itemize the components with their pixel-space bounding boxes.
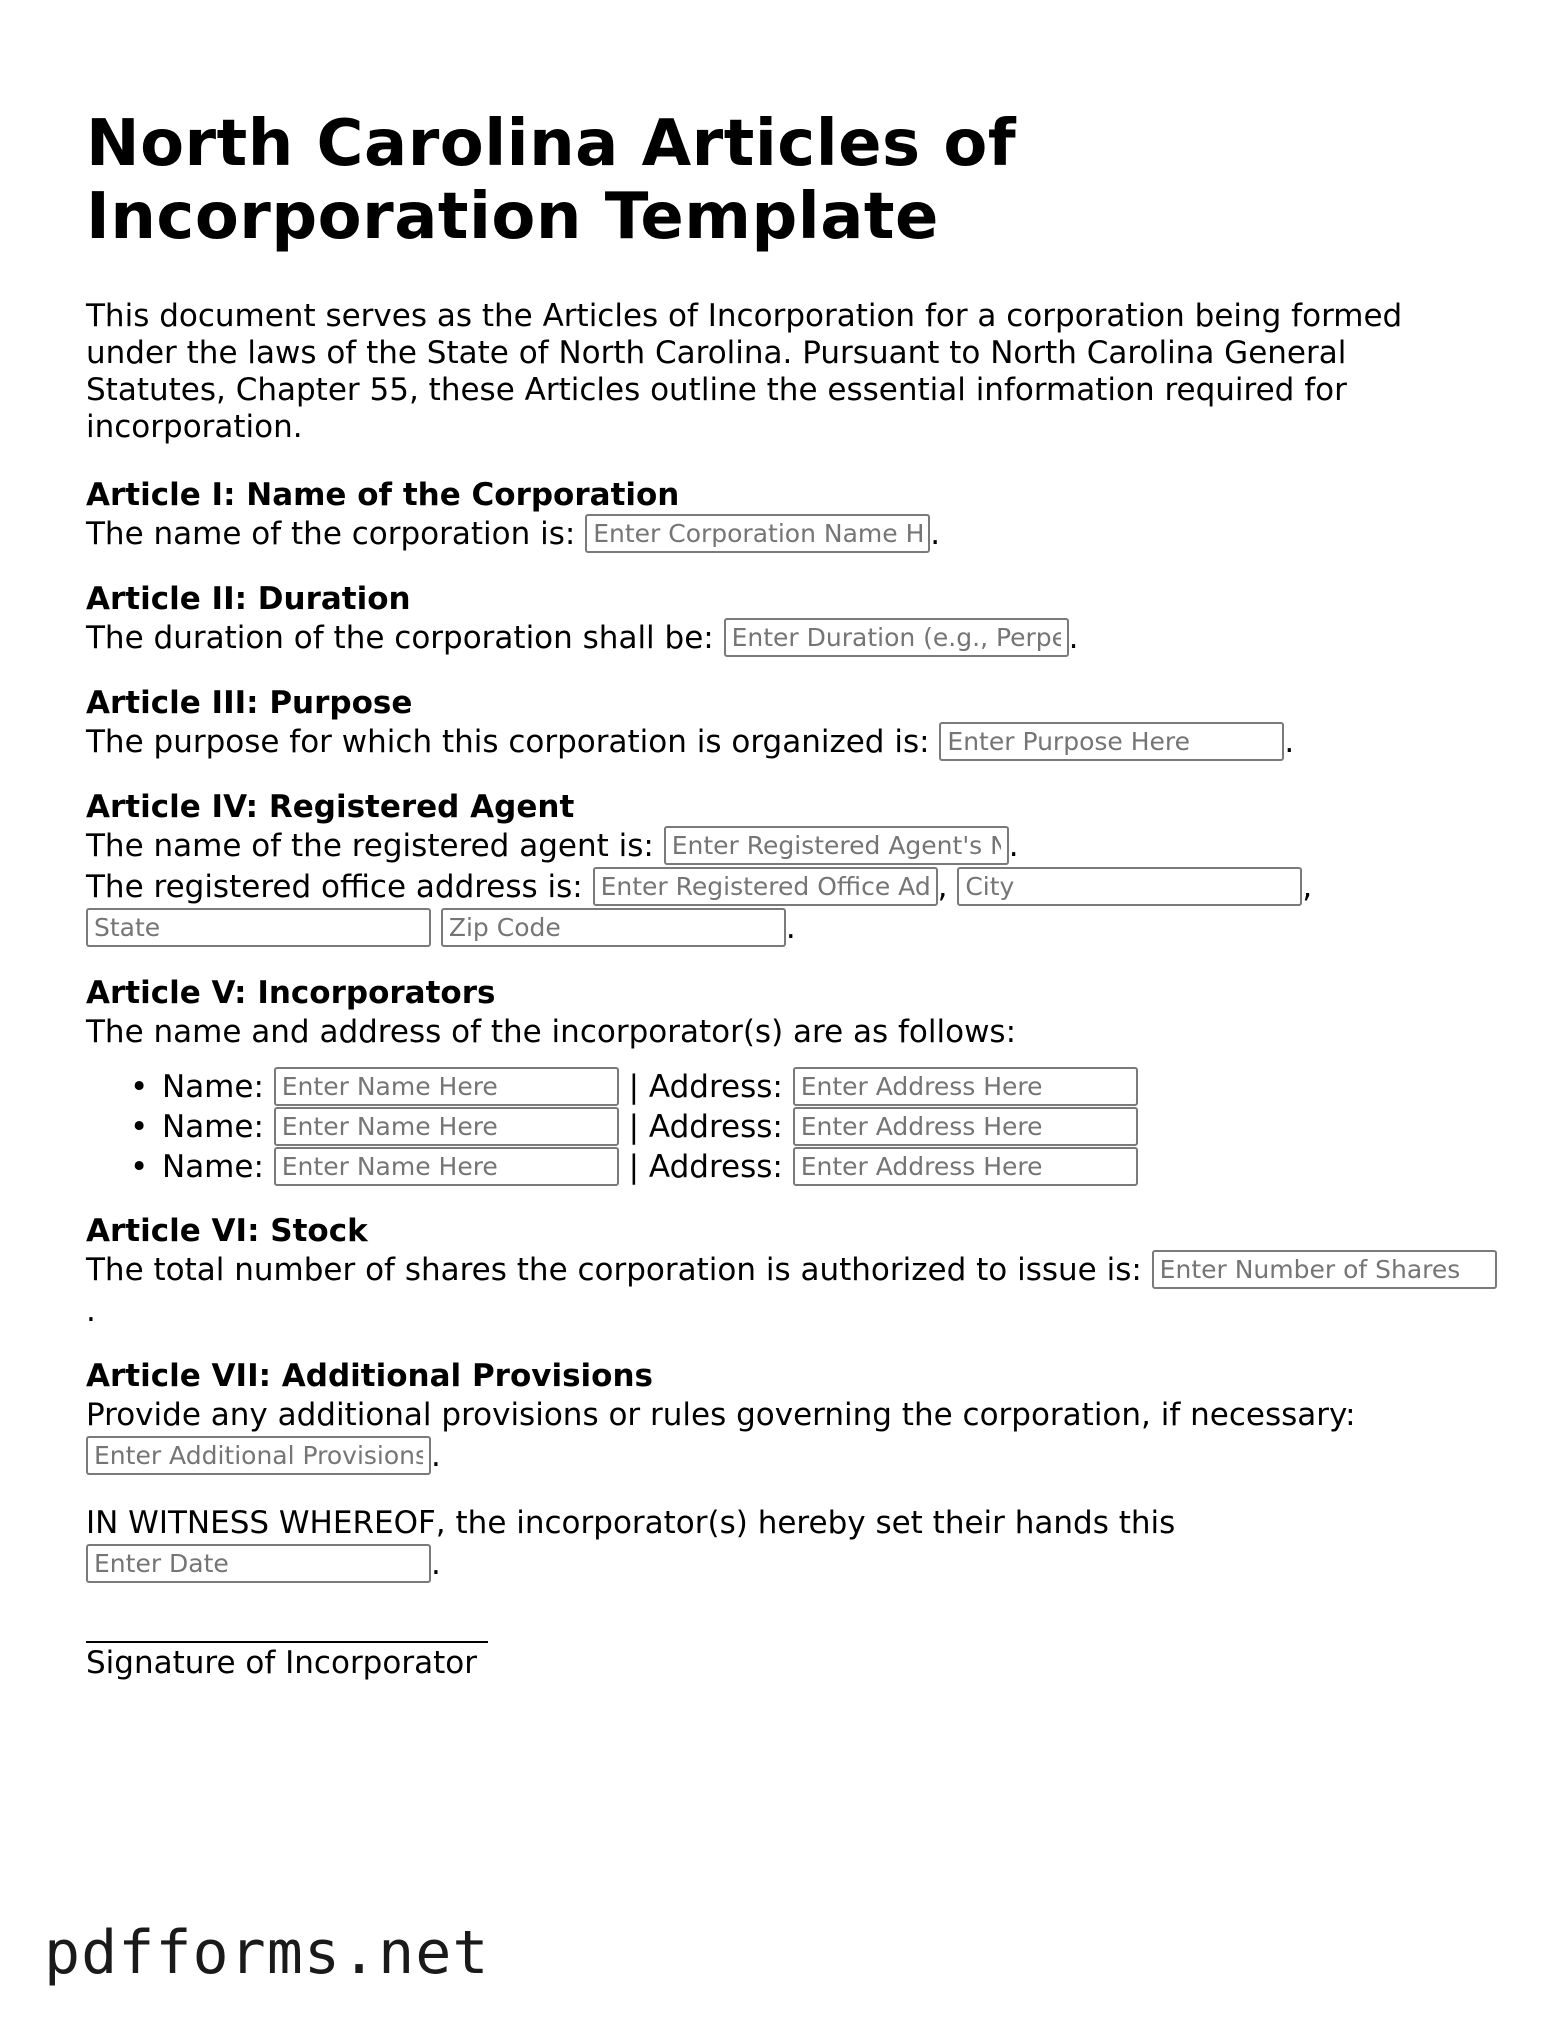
period-line: . <box>86 1293 96 1329</box>
duration-input[interactable] <box>724 618 1069 657</box>
article-1-heading: Article I: Name of the Corporation <box>86 477 680 513</box>
article-6-heading: Article VI: Stock <box>86 1213 368 1249</box>
article-2-heading: Article II: Duration <box>86 581 411 617</box>
period-text: . <box>1008 828 1019 864</box>
article-4-section <box>86 789 1486 949</box>
period-text: . <box>785 910 796 946</box>
agent-line <box>86 826 1486 867</box>
zip-code-input[interactable] <box>441 908 786 947</box>
bullet-icon: • <box>130 1109 149 1145</box>
incorporator-address-input[interactable] <box>793 1067 1138 1106</box>
list-item <box>130 1067 1486 1107</box>
article-2-text: The duration of the corporation shall be: <box>86 620 714 656</box>
agent-text: The name of the registered agent is: <box>86 828 654 864</box>
article-1-text: The name of the corporation is: <box>86 516 576 552</box>
article-6-line <box>86 1250 1486 1291</box>
intro-paragraph: This document serves as the Articles of Incorporation for a corporation being formed under the laws of the State of North Carolina. Pursuant to North Carolina General Statutes, Chapter 55, these Articles outline the essential information required for incorporation. <box>86 298 1403 445</box>
registered-agent-input[interactable] <box>664 826 1009 865</box>
article-3-text: The purpose for which this corporation is organized is: <box>86 724 930 760</box>
period-text: . <box>930 516 941 552</box>
document-page <box>86 108 1486 1684</box>
address-label: | Address: <box>628 1149 783 1185</box>
period-text: . <box>1284 724 1295 760</box>
article-1-section <box>86 477 1486 555</box>
article-7-field-line <box>86 1436 1486 1477</box>
article-5-heading: Article V: Incorporators <box>86 975 496 1011</box>
date-input[interactable] <box>86 1544 431 1583</box>
bullet-icon: • <box>130 1149 149 1185</box>
incorporator-address-input[interactable] <box>793 1107 1138 1146</box>
city-input[interactable] <box>957 867 1302 906</box>
registered-office-input[interactable] <box>593 867 938 906</box>
article-3-line <box>86 722 1486 763</box>
list-item <box>130 1107 1486 1147</box>
state-input[interactable] <box>86 908 431 947</box>
list-item <box>130 1147 1486 1187</box>
article-2-section <box>86 581 1486 659</box>
witness-field-line <box>86 1544 1486 1585</box>
article-1-line <box>86 514 1486 555</box>
comma-text: , <box>937 869 948 905</box>
corporation-name-input[interactable] <box>585 514 930 553</box>
purpose-input[interactable] <box>939 722 1284 761</box>
incorporator-address-input[interactable] <box>793 1147 1138 1186</box>
office-line <box>86 867 1486 908</box>
article-3-heading: Article III: Purpose <box>86 685 413 721</box>
address-label: | Address: <box>628 1109 783 1145</box>
name-label: Name: <box>162 1069 264 1105</box>
article-5-text: The name and address of the incorporator(s) are as follows: <box>86 1014 1017 1050</box>
state-zip-line <box>86 908 1486 949</box>
comma-text: , <box>1302 869 1313 905</box>
number-of-shares-input[interactable] <box>1152 1250 1497 1289</box>
incorporator-list <box>86 1067 1486 1187</box>
article-2-line <box>86 618 1486 659</box>
additional-provisions-input[interactable] <box>86 1436 431 1475</box>
signature-label: Signature of Incorporator <box>86 1645 477 1681</box>
article-6-section <box>86 1213 1486 1332</box>
incorporator-name-input[interactable] <box>274 1067 619 1106</box>
witness-section <box>86 1503 1486 1585</box>
article-7-heading: Article VII: Additional Provisions <box>86 1358 653 1394</box>
address-label: | Address: <box>628 1069 783 1105</box>
article-5-section <box>86 975 1486 1187</box>
article-7-text: Provide any additional provisions or rules governing the corporation, if necessary: <box>86 1397 1356 1433</box>
witness-text: IN WITNESS WHEREOF, the incorporator(s) hereby set their hands this <box>86 1505 1176 1541</box>
article-6-text: The total number of shares the corporation is authorized to issue is: <box>86 1252 1142 1288</box>
incorporator-name-input[interactable] <box>274 1107 619 1146</box>
page-title: North Carolina Articles of Incorporation Template <box>86 107 1017 254</box>
incorporator-name-input[interactable] <box>274 1147 619 1186</box>
bullet-icon: • <box>130 1069 149 1105</box>
article-7-section <box>86 1358 1486 1477</box>
name-label: Name: <box>162 1109 264 1145</box>
article-3-section <box>86 685 1486 763</box>
office-text: The registered office address is: <box>86 869 583 905</box>
period-text: . <box>1068 620 1079 656</box>
period-text: . <box>431 1546 441 1582</box>
period-text: . <box>431 1438 441 1474</box>
article-4-heading: Article IV: Registered Agent <box>86 789 575 825</box>
name-label: Name: <box>162 1149 264 1185</box>
watermark-text: pdfforms.net <box>44 1918 490 1988</box>
